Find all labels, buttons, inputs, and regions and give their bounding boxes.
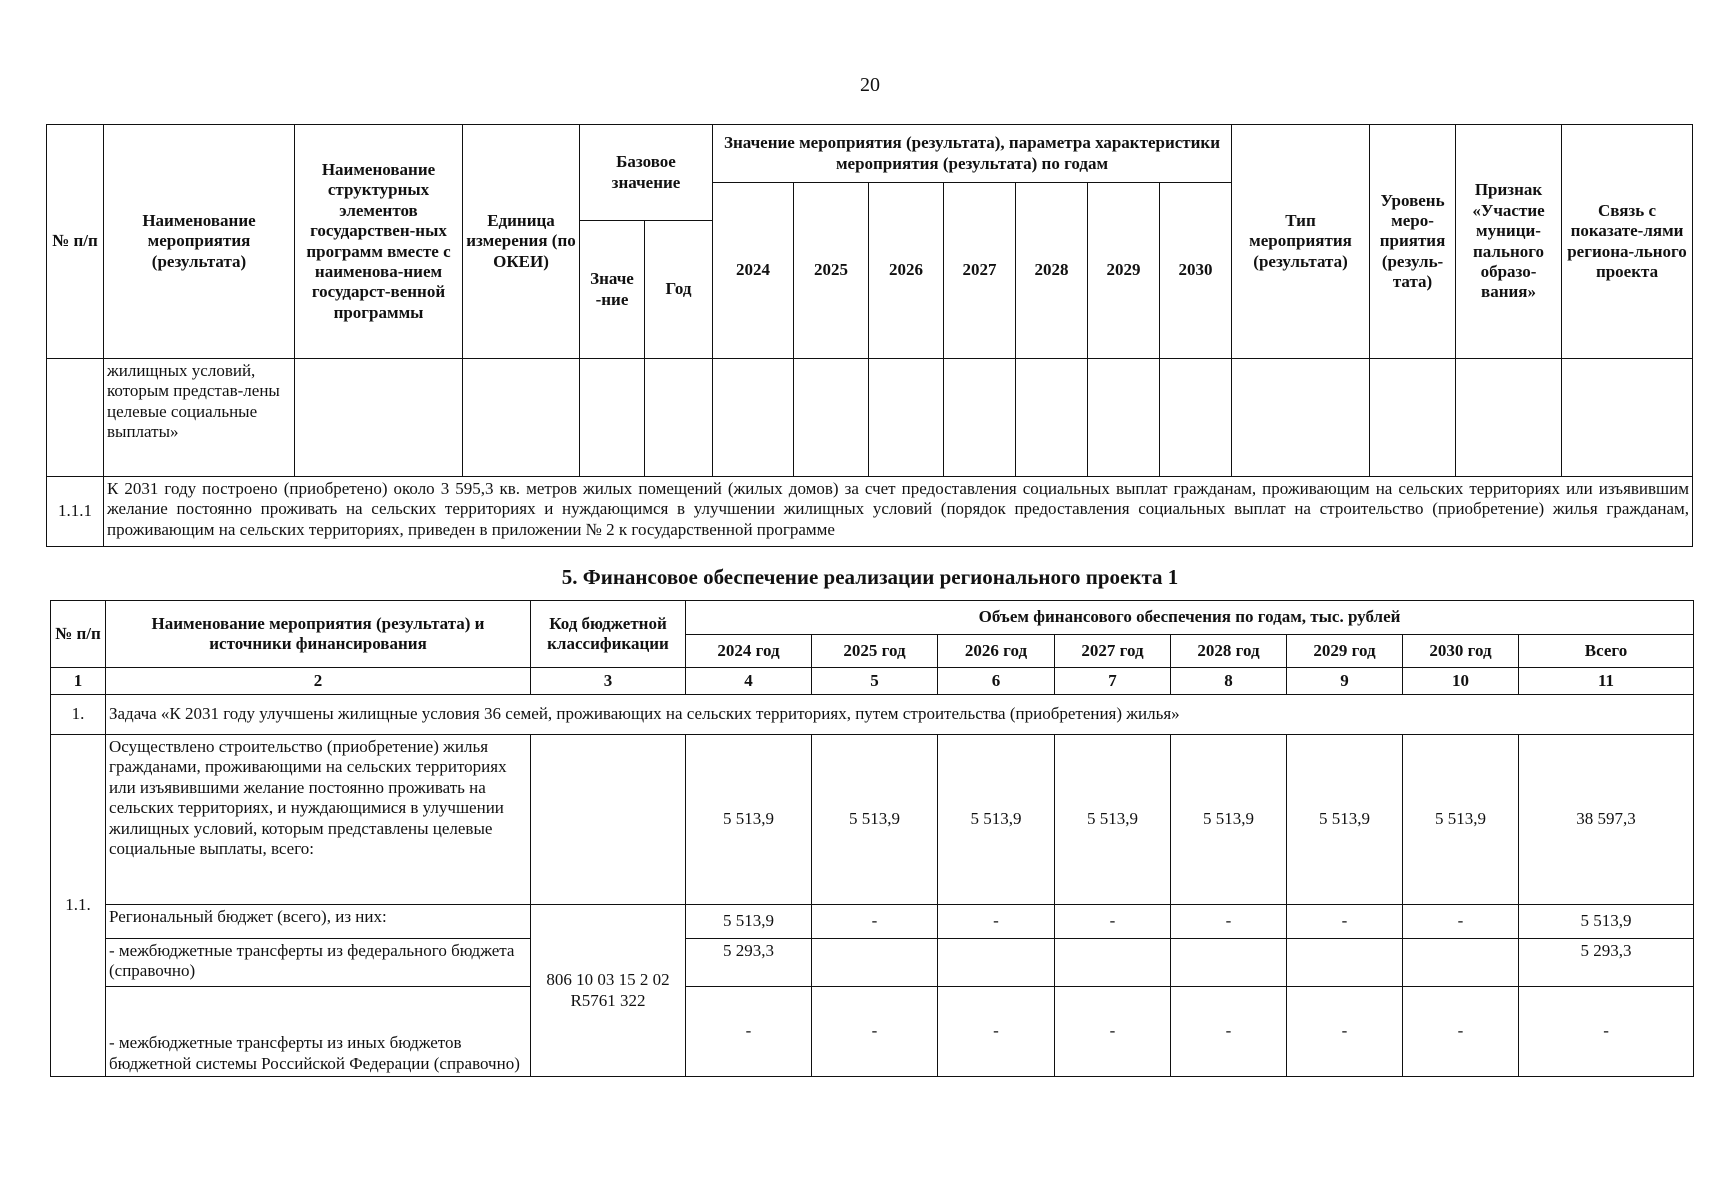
header-link: Связь с показате-лями региона-льного проекта [1562,125,1693,359]
section-title: 5. Финансовое обеспечение реализации регионального проекта 1 [561,565,1179,589]
value-cell: 5 293,3 [686,939,812,987]
task-number: 1. [51,695,106,735]
header-year-2027: 2027 [944,183,1016,359]
fin-header-volume: Объем финансового обеспечения по годам, тыс. рублей [686,601,1694,635]
fin-header-year-2025: 2025 год [812,635,938,668]
header-year-2028: 2028 [1016,183,1088,359]
header-unit: Единица измерения (по ОКЕИ) [463,125,580,359]
table-row [51,987,1694,1077]
value-cell: - [938,987,1055,1077]
fin-header-year-2030: 2030 год [1403,635,1519,668]
header-structural: Наименование структурных элементов государствен-ных программ вместе с наименова-нием государст-венной программы [295,125,463,359]
value-cell: - [1403,905,1519,939]
budget-code: 806 10 03 15 2 02 R5761 322 [531,905,686,1077]
header-base: Базовое значение [580,125,713,221]
fin-header-year-2029: 2029 год [1287,635,1403,668]
header-sign: Признак «Участие муници-пального образо-вания» [1456,125,1562,359]
col-number: 7 [1055,668,1171,695]
header-base-value: Значе -ние [580,221,645,359]
fin-header-code: Код бюджетной классификации [531,601,686,668]
header-year-2030: 2030 [1160,183,1232,359]
item-name: Осуществлено строительство (приобретение) жилья гражданами, проживающими на сельских территориях или изъявившими желание постоянно проживать на сельских территориях, и нуждающимися в улучшении жилищных условий, которым представлены целевые социальные выплаты, всего: [106,735,531,905]
value-cell: - [938,905,1055,939]
financing-table [50,600,1694,1077]
value-cell [1171,939,1287,987]
row-name-continuation: жилищных условий, которым представ-лены целевые социальные выплаты» [104,359,295,477]
value-cell: 5 513,9 [1171,735,1287,905]
col-number: 8 [1171,668,1287,695]
value-cell: - [686,987,812,1077]
header-type: Тип мероприятия (результата) [1232,125,1370,359]
value-cell: 5 513,9 [812,735,938,905]
value-cell [812,939,938,987]
value-cell [1403,939,1519,987]
value-cell: - [1287,987,1403,1077]
value-cell: - [1171,905,1287,939]
fin-header-year-2024: 2024 год [686,635,812,668]
table-row [47,359,1693,477]
value-cell: 5 513,9 [686,905,812,939]
value-cell: - [1171,987,1287,1077]
table-row [51,905,1694,939]
col-number: 6 [938,668,1055,695]
item-name: - межбюджетные трансферты из федерального бюджета (справочно) [106,939,531,987]
header-base-year: Год [645,221,713,359]
task-text: Задача «К 2031 году улучшены жилищные условия 36 семей, проживающих на сельских территориях, путем строительства (приобретения) жилья» [106,695,1694,735]
col-number: 3 [531,668,686,695]
value-cell: - [812,987,938,1077]
item-number: 1.1. [51,735,106,1077]
value-cell: - [1055,987,1171,1077]
fin-header-no: № п/п [51,601,106,668]
table-row [47,477,1693,547]
col-number: 9 [1287,668,1403,695]
value-cell: 38 597,3 [1519,735,1694,905]
value-cell: - [1519,987,1694,1077]
row-number: 1.1.1 [47,477,104,547]
value-cell: 5 513,9 [1403,735,1519,905]
header-year-2026: 2026 [869,183,944,359]
col-number: 5 [812,668,938,695]
col-number: 4 [686,668,812,695]
value-cell [1287,939,1403,987]
fin-header-year-2026: 2026 год [938,635,1055,668]
value-cell: 5 513,9 [1519,905,1694,939]
fin-header-total: Всего [1519,635,1694,668]
row-text: К 2031 году построено (приобретено) около 3 595,3 кв. метров жилых помещений (жилых домов) за счет предоставления социальных выплат гражданам, проживающим на сельских территориях или изъявившим желание постоянно проживать на сельских территориях и нуждающимся в улучшении жилищных условий (порядок предоставления социальных выплат на строительство (приобретение) жилья гражданам, проживающим на сельских территориях, приведен в приложении № 2 к государственной программе [104,477,1693,547]
value-cell: 5 513,9 [938,735,1055,905]
fin-header-year-2027: 2027 год [1055,635,1171,668]
task-row [51,695,1694,735]
header-year-2025: 2025 [794,183,869,359]
header-no: № п/п [47,125,104,359]
header-name: Наименование мероприятия (результата) [104,125,295,359]
value-cell: - [1403,987,1519,1077]
page-number: 20 [860,74,880,96]
header-year-2024: 2024 [713,183,794,359]
col-number: 1 [51,668,106,695]
col-number: 2 [106,668,531,695]
header-year-2029: 2029 [1088,183,1160,359]
value-cell: 5 513,9 [686,735,812,905]
column-numbers-row [51,668,1694,695]
value-cell: 5 513,9 [1287,735,1403,905]
value-cell: - [812,905,938,939]
value-cell [938,939,1055,987]
table-row [51,735,1694,905]
value-cell: 5 513,9 [1055,735,1171,905]
col-number: 10 [1403,668,1519,695]
header-years-group: Значение мероприятия (результата), параметра характеристики мероприятия (результата) по годам [713,125,1232,183]
results-table [46,124,1693,547]
item-name: Региональный бюджет (всего), из них: [106,905,531,939]
fin-header-name: Наименование мероприятия (результата) и источники финансирования [106,601,531,668]
value-cell [1055,939,1171,987]
fin-header-year-2028: 2028 год [1171,635,1287,668]
header-level: Уровень меро-приятия (резуль-тата) [1370,125,1456,359]
col-number: 11 [1519,668,1694,695]
value-cell: 5 293,3 [1519,939,1694,987]
item-name: - межбюджетные трансферты из иных бюджетов бюджетной системы Российской Федерации (справочно) [106,987,531,1077]
value-cell: - [1055,905,1171,939]
value-cell: - [1287,905,1403,939]
table-row [51,939,1694,987]
